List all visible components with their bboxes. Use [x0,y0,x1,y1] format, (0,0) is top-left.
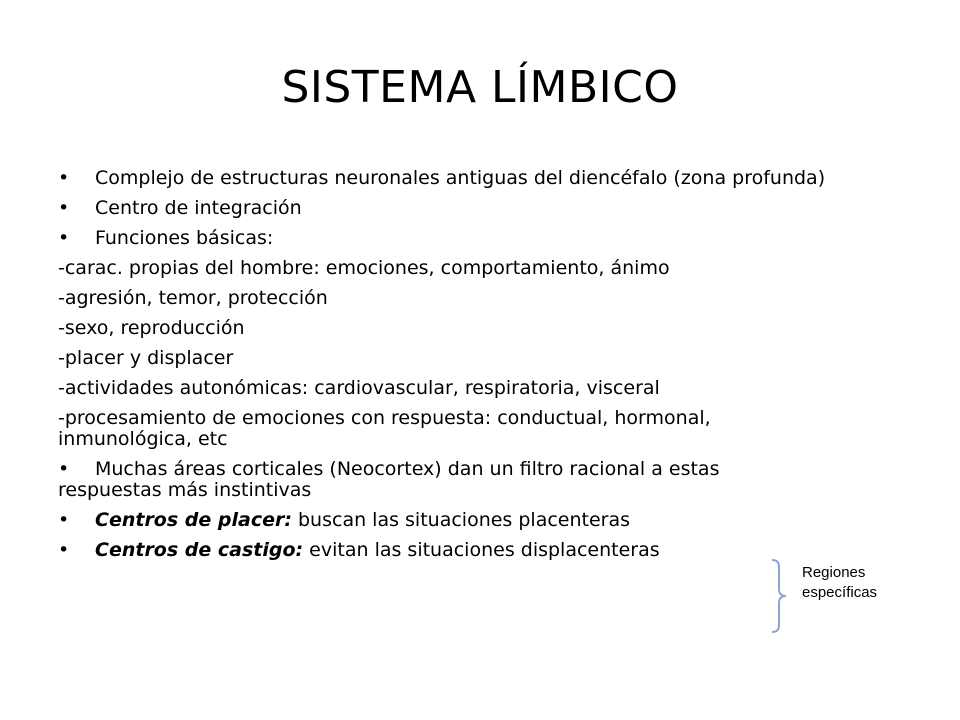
pleasure-centers-text: buscan las situaciones placenteras [291,509,631,531]
bullet-item [58,168,828,189]
bullet-dot: • [58,458,70,480]
bullet-dot: • [58,227,70,249]
bullet-dot: • [58,167,70,189]
bullet-item [58,459,828,501]
side-note-line2: específicas [802,584,878,601]
bullet-item [58,198,828,219]
right-brace-icon [770,559,790,633]
pleasure-centers-label: Centros de placer: [95,509,292,531]
side-note [802,563,877,603]
bullet-text: Funciones básicas: [95,227,274,249]
slide-body [58,168,828,570]
function-line: -actividades autonómicas: cardiovascular, respiratoria, visceral [58,377,660,399]
bullet-text: Centro de integración [95,197,302,219]
punishment-centers-text: evitan las situaciones displacenteras [303,539,660,561]
function-line: -procesamiento de emociones con respuesta: conductual, hormonal, inmunológica, etc [58,407,711,450]
bullet-dot: • [58,197,70,219]
bullet-dot: • [58,539,70,561]
bullet-text: Complejo de estructuras neuronales antiguas del diencéfalo (zona profunda) [95,167,826,189]
function-line: -agresión, temor, protección [58,287,328,309]
function-line: -carac. propias del hombre: emociones, comportamiento, ánimo [58,257,670,279]
punishment-centers-label: Centros de castigo: [95,539,304,561]
side-note-line1: Regiones [802,564,866,581]
function-line: -sexo, reproducción [58,317,245,339]
bullet-item-pleasure-centers [58,510,828,531]
bullet-item [58,228,828,249]
bullet-item-punishment-centers [58,540,828,561]
bullet-text: Muchas áreas corticales (Neocortex) dan un filtro racional a estas respuestas más instintivas [58,458,720,501]
function-line: -placer y displacer [58,347,234,369]
bullet-dot: • [58,509,70,531]
slide-title: SISTEMA LÍMBICO [281,62,679,113]
